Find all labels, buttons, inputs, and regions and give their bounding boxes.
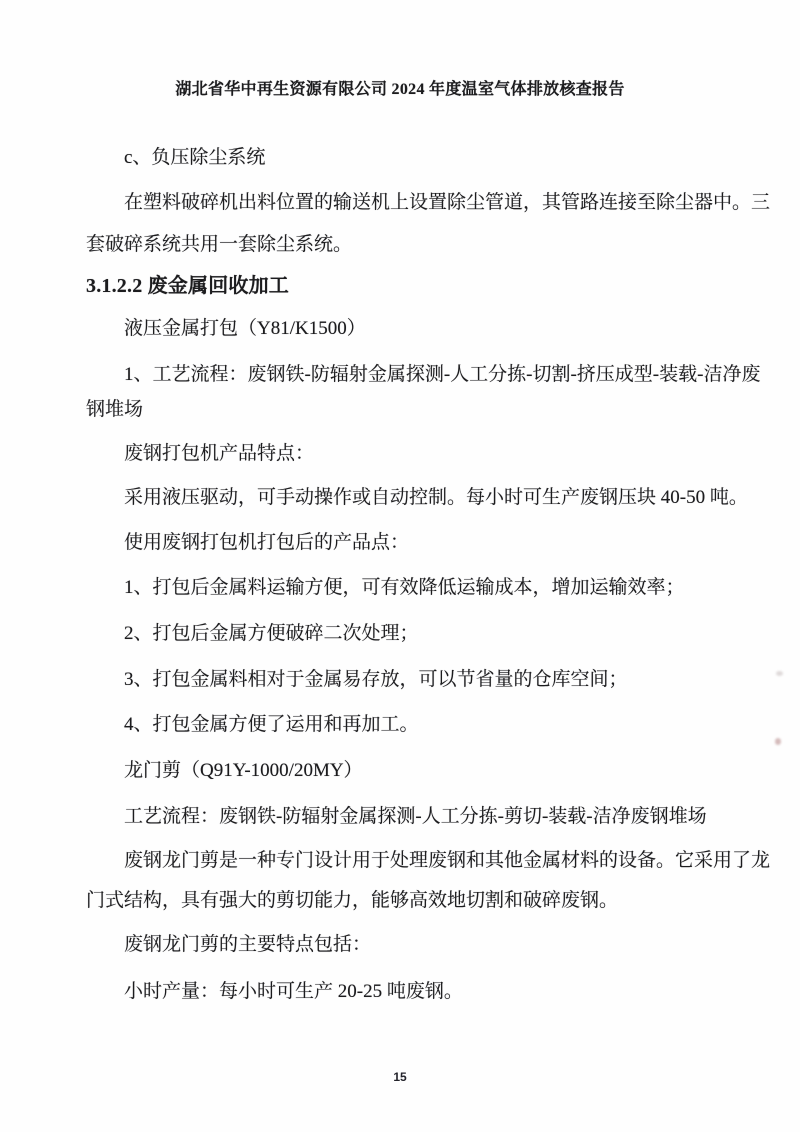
- subsection-c-heading: c、负压除尘系统: [124, 147, 266, 168]
- hydraulic-baler-title: 液压金属打包（Y81/K1500）: [124, 318, 366, 339]
- hourly-output-line: 小时产量：每小时可生产 20-25 吨废钢。: [124, 981, 463, 1002]
- dust-system-paragraph-line2: 套破碎系统共用一套除尘系统。: [86, 234, 353, 255]
- scan-artifact-mark: [776, 671, 783, 676]
- baler-product-points-label: 使用废钢打包机打包后的产品点：: [124, 532, 410, 553]
- gantry-process-flow: 工艺流程：废钢铁-防辐射金属探测-人工分拣-剪切-装载-洁净废钢堆场: [124, 806, 707, 827]
- gantry-features-label: 废钢龙门剪的主要特点包括：: [124, 934, 372, 955]
- product-point-4: 4、打包金属方便了运用和再加工。: [124, 714, 419, 735]
- baler-process-flow-line2: 钢堆场: [86, 399, 144, 420]
- document-header-title: 湖北省华中再生资源有限公司 2024 年度温室气体排放核查报告: [175, 81, 625, 98]
- baler-description: 采用液压驱动，可手动操作或自动控制。每小时可生产废钢压块 40-50 吨。: [124, 487, 748, 508]
- page-number: 15: [393, 1070, 407, 1084]
- gantry-description-line1: 废钢龙门剪是一种专门设计用于处理废钢和其他金属材料的设备。它采用了龙: [124, 850, 771, 871]
- dust-system-paragraph-line1: 在塑料破碎机出料位置的输送机上设置除尘管道，其管路连接至除尘器中。三: [124, 192, 771, 213]
- baler-process-flow-line1: 1、工艺流程：废钢铁-防辐射金属探测-人工分拣-切割-挤压成型-装载-洁净废: [124, 364, 761, 385]
- baler-features-label: 废钢打包机产品特点：: [124, 443, 315, 464]
- product-point-2: 2、打包后金属方便破碎二次处理；: [124, 623, 419, 644]
- product-point-3: 3、打包金属料相对于金属易存放，可以节省量的仓库空间；: [124, 669, 628, 690]
- gantry-description-line2: 门式结构，具有强大的剪切能力，能够高效地切割和破碎废钢。: [86, 890, 619, 911]
- scan-artifact-mark: [775, 738, 781, 745]
- product-point-1: 1、打包后金属料运输方便，可有效降低运输成本，增加运输效率；: [124, 577, 685, 598]
- section-heading-3-1-2-2: 3.1.2.2 废金属回收加工: [86, 275, 289, 297]
- gantry-shear-title: 龙门剪（Q91Y-1000/20MY）: [124, 760, 363, 781]
